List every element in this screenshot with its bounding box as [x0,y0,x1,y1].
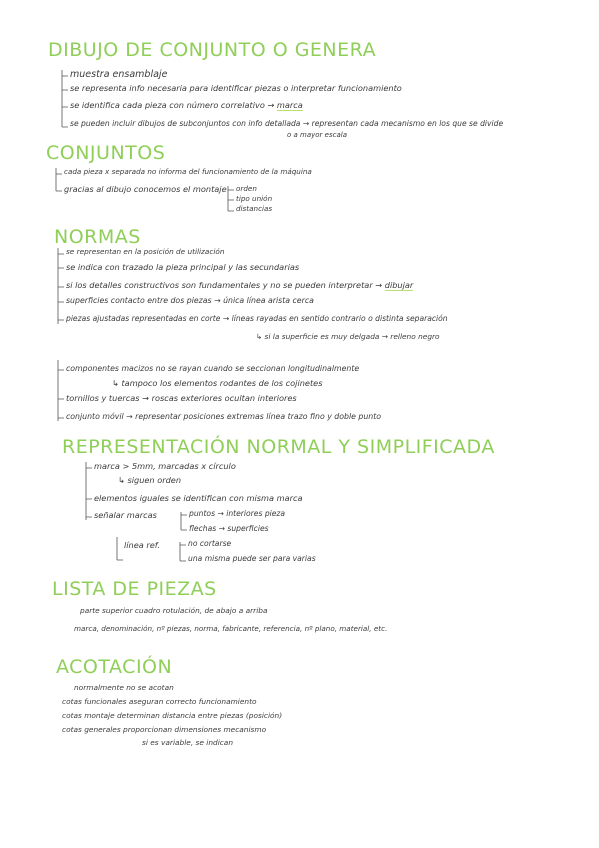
dibujo-line-5: o a mayor escala [287,131,347,139]
dibujo-line-1: muestra ensamblaje [70,69,168,80]
section-title-acotacion: ACOTACIÓN [56,656,173,678]
acotacion-line-4: cotas generales proporcionan dimensiones mecanismo [62,725,267,734]
representacion-line-8: no cortarse [188,539,232,548]
dibujo-line-4: se pueden incluir dibujos de subconjuntos con info detallada → representan cada mecanismo en los que se divide [70,119,504,128]
lista-line-1: parte superior cuadro rotulación, de abajo a arriba [80,606,268,615]
normas-line-8: ↳ tampoco los elementos rodantes de los cojinetes [112,378,323,388]
acotacion-line-5: si es variable, se indican [142,738,234,747]
normas-line-6: ↳ si la superficie es muy delgada → relleno negro [256,332,440,341]
normas-line-4: superficies contacto entre dos piezas → única línea arista cerca [66,296,314,305]
representacion-line-9: una misma puede ser para varias [188,554,316,563]
conjuntos-line-1: cada pieza x separada no informa del funcionamiento de la máquina [64,167,312,176]
acotacion-line-1: normalmente no se acotan [74,683,174,692]
representacion-line-1: marca > 5mm, marcadas x círculo [94,461,236,471]
representacion-line-5: puntos → interiores pieza [189,509,286,518]
representacion-line-3: elementos iguales se identifican con misma marca [94,493,303,503]
normas-line-3: si los detalles constructivos son fundamentales y no se pueden interpretar → dibujar [66,280,414,290]
normas-line-10: conjunto móvil → representar posiciones extremas línea trazo fino y doble punto [66,412,382,421]
section-title-representacion: REPRESENTACIÓN NORMAL Y SIMPLIFICADA [62,436,495,458]
conjuntos-line-2: gracias al dibujo conocemos el montaje [64,184,227,194]
representacion-line-4: señalar marcas [94,510,157,520]
section-title-lista: LISTA DE PIEZAS [52,578,217,600]
section-title-conjuntos: CONJUNTOS [46,142,166,164]
highlight-marca: marca [276,100,303,110]
dibujo-line-3: se identifica cada pieza con número correlativo → marca [70,100,303,110]
normas-line-5: piezas ajustadas representadas en corte → líneas rayadas en sentido contrario o distinta separación [66,314,448,323]
normas-line-7: componentes macizos no se rayan cuando se seccionan longitudinalmente [66,364,360,373]
section-title-dibujo: DIBUJO DE CONJUNTO O GENERA [48,39,377,61]
dibujo-line-2: se representa info necesaria para identificar piezas o interpretar funcionamiento [70,83,402,93]
highlight-dibujar: dibujar [384,280,414,290]
conjuntos-line-5: distancias [236,204,273,213]
representacion-line-6: flechas → superficies [189,524,269,533]
representacion-line-2: ↳ siguen orden [118,475,182,485]
section-title-normas: NORMAS [54,226,141,248]
conjuntos-line-4: tipo unión [236,194,273,203]
normas-line-2: se indica con trazado la pieza principal y las secundarias [66,262,300,272]
representacion-line-7: línea ref. [124,540,161,550]
normas-line-1: se representan en la posición de utilización [66,247,225,256]
conjuntos-line-3: orden [236,184,257,193]
normas-line-9: tornillos y tuercas → roscas exteriores ocultan interiores [66,393,297,403]
acotacion-line-3: cotas montaje determinan distancia entre piezas (posición) [62,711,283,720]
acotacion-line-2: cotas funcionales aseguran correcto funcionamiento [62,697,257,706]
lista-line-2: marca, denominación, nº piezas, norma, fabricante, referencia, nº plano, material, etc. [74,624,388,633]
